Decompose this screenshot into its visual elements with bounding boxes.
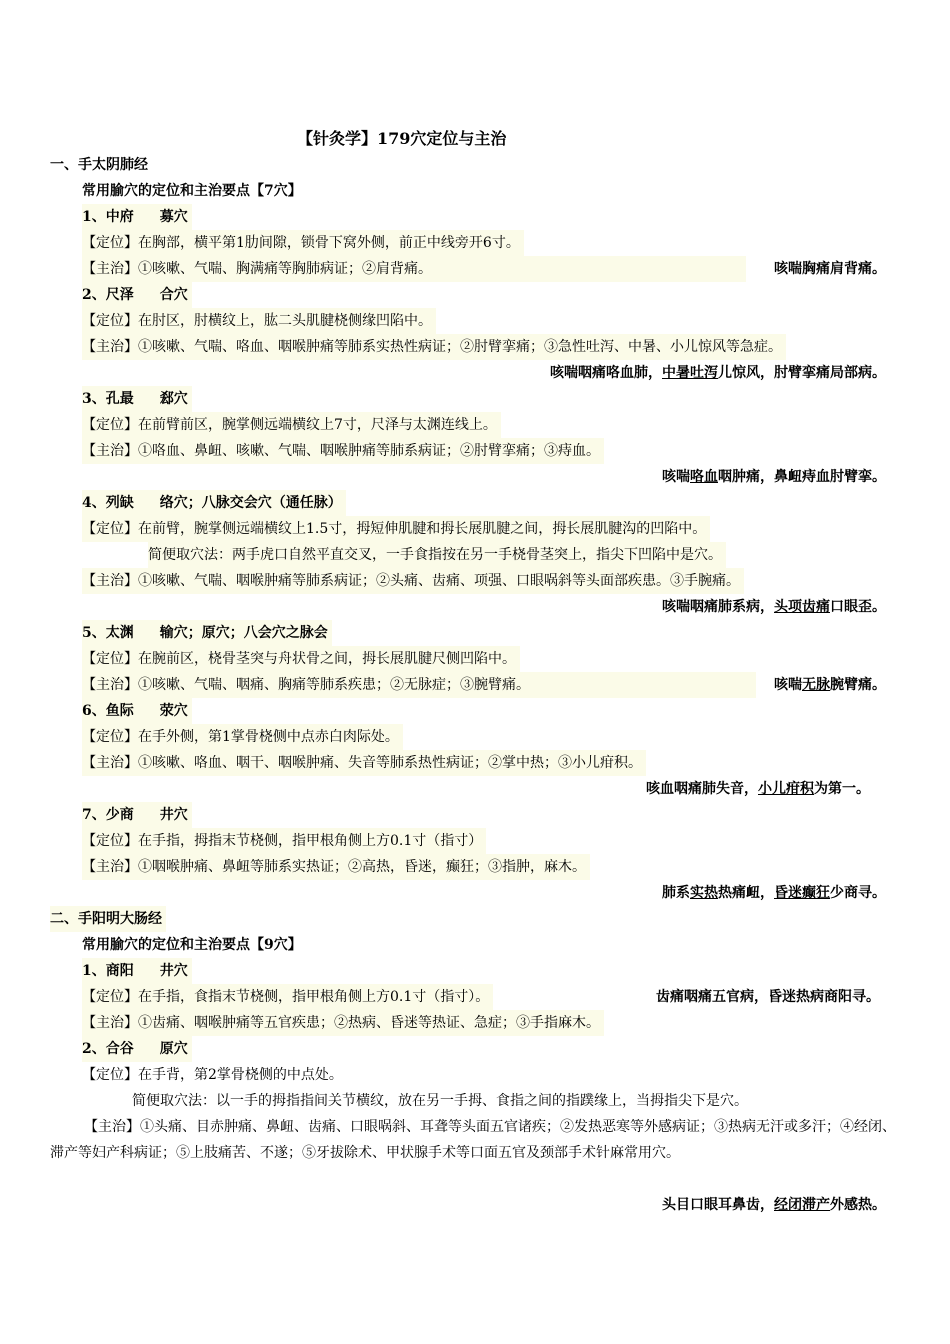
location-line bbox=[0, 1062, 950, 1088]
point-header bbox=[0, 802, 950, 828]
point-name: 2、尺泽 bbox=[82, 287, 134, 303]
indication-paragraph: 【主治】①头痛、目赤肿痛、鼻衄、齿痛、口眼㖞斜、耳聋等头面五官诸疾；②发热恶寒等外感病证；③热病无汗或多汗；④经闭、滞产等妇产科病证；⑤上肢痛苦、不遂；⑤牙拔除术、甲状腺手术等口面五官及颈部手术针麻常用穴。 bbox=[50, 1119, 896, 1161]
rhyme-text: 咳喘胸痛肩背痛。 bbox=[774, 261, 886, 277]
indication-line bbox=[0, 256, 950, 282]
li-heading-line bbox=[0, 906, 950, 932]
indication-text: 【主治】①咽喉肿痛、鼻衄等肺系实热证；②高热，昏迷，癫狂；③指肿，麻木。 bbox=[82, 854, 590, 880]
point-header bbox=[0, 620, 950, 646]
simple-method-line bbox=[0, 542, 950, 568]
simple-method-line bbox=[0, 1088, 950, 1114]
point-type: 井穴 bbox=[159, 963, 188, 979]
location-line bbox=[0, 646, 950, 672]
li-subheading: 常用腧穴的定位和主治要点【9穴】 bbox=[82, 937, 302, 953]
point-header bbox=[0, 1036, 950, 1062]
indication-line bbox=[0, 1010, 950, 1036]
point-name: 2、合谷 bbox=[82, 1041, 134, 1057]
rhyme-line bbox=[0, 1192, 950, 1218]
location-line bbox=[0, 230, 950, 256]
point-header bbox=[0, 204, 950, 230]
indication-text: 【主治】①咳嗽、气喘、咽痛、胸痛等肺系疾患；②无脉症；③腕臂痛。 bbox=[82, 672, 756, 698]
location-text: 【定位】在手指，食指末节桡侧，指甲根角侧上方0.1寸（指寸）。 bbox=[82, 984, 493, 1010]
point-type: 输穴；原穴；八会穴之脉会 bbox=[159, 625, 328, 641]
rhyme-line bbox=[0, 464, 950, 490]
point-name: 1、中府 bbox=[82, 209, 134, 225]
rhyme-text: 咳喘咽痛肺系病，头项齿痛口眼歪。 bbox=[662, 599, 886, 615]
location-text: 【定位】在腕前区，桡骨茎突与舟状骨之间，拇长展肌腱尺侧凹陷中。 bbox=[82, 646, 520, 672]
location-line bbox=[0, 984, 950, 1010]
indication-text: 【主治】①齿痛、咽喉肿痛等五官疾患；②热病、昏迷等热证、急症；③手指麻木。 bbox=[82, 1010, 604, 1036]
point-type: 井穴 bbox=[159, 807, 188, 823]
location-line bbox=[0, 516, 950, 542]
point-header bbox=[0, 698, 950, 724]
point-name: 1、商阳 bbox=[82, 963, 134, 979]
location-line bbox=[0, 724, 950, 750]
lung-subheading: 常用腧穴的定位和主治要点【7穴】 bbox=[82, 183, 302, 199]
indication-text: 【主治】①咯血、鼻衄、咳嗽、气喘、咽喉肿痛等肺系病证；②肘臂挛痛；③痔血。 bbox=[82, 438, 604, 464]
location-text: 【定位】在手外侧，第1掌骨桡侧中点赤白肉际处。 bbox=[82, 724, 403, 750]
indication-text: 【主治】①咳嗽、气喘、咯血、咽喉肿痛等肺系实热性病证；②肘臂挛痛；③急性吐泻、中暑、小儿惊风等急症。 bbox=[82, 334, 786, 360]
location-text: 【定位】在前臂前区，腕掌侧远端横纹上7寸，尺泽与太渊连线上。 bbox=[82, 412, 501, 438]
point-header bbox=[0, 490, 950, 516]
location-text: 【定位】在手背，第2掌骨桡侧的中点处。 bbox=[82, 1067, 343, 1083]
point-type: 络穴；八脉交会穴（通任脉） bbox=[159, 495, 342, 511]
title-line bbox=[0, 126, 950, 152]
rhyme-line bbox=[0, 880, 950, 906]
lung-heading-line bbox=[0, 152, 950, 178]
point-name: 6、鱼际 bbox=[82, 703, 134, 719]
rhyme-line bbox=[0, 776, 950, 802]
rhyme-text: 咳喘无脉腕臂痛。 bbox=[774, 677, 886, 693]
location-line bbox=[0, 412, 950, 438]
indication-line bbox=[0, 672, 950, 698]
lung-subheading-line bbox=[0, 178, 950, 204]
indication-line bbox=[0, 750, 950, 776]
point-type: 合穴 bbox=[159, 287, 188, 303]
rhyme-text: 齿痛咽痛五官病，昏迷热病商阳寻。 bbox=[656, 989, 880, 1005]
location-line bbox=[0, 828, 950, 854]
point-type: 原穴 bbox=[159, 1041, 188, 1057]
point-name: 7、少商 bbox=[82, 807, 134, 823]
rhyme-text: 咳喘咽痛咯血肺，中暑吐泻儿惊风，肘臂挛痛局部病。 bbox=[550, 365, 886, 381]
location-text: 【定位】在前臂，腕掌侧远端横纹上1.5寸，拇短伸肌腱和拇长展肌腱之间，拇长展肌腱沟的凹陷中。 bbox=[82, 516, 710, 542]
rhyme-line bbox=[0, 594, 950, 620]
li-subheading-line bbox=[0, 932, 950, 958]
location-text: 【定位】在胸部，横平第1肋间隙，锁骨下窝外侧，前正中线旁开6寸。 bbox=[82, 230, 524, 256]
rhyme-text: 肺系实热热痛衄，昏迷癫狂少商寻。 bbox=[662, 885, 886, 901]
point-type: 郄穴 bbox=[159, 391, 188, 407]
location-text: 【定位】在肘区，肘横纹上，肱二头肌腱桡侧缘凹陷中。 bbox=[82, 308, 436, 334]
point-name: 5、太渊 bbox=[82, 625, 134, 641]
indication-text: 【主治】①咳嗽、气喘、胸满痛等胸肺病证；②肩背痛。 bbox=[82, 256, 746, 282]
indication-line bbox=[0, 854, 950, 880]
location-text: 【定位】在手指，拇指末节桡侧，指甲根角侧上方0.1寸（指寸） bbox=[82, 828, 486, 854]
indication-line bbox=[0, 438, 950, 464]
point-name: 4、列缺 bbox=[82, 495, 134, 511]
simple-method-text: 简便取穴法：两手虎口自然平直交叉，一手食指按在另一手桡骨茎突上，指尖下凹陷中是穴。 bbox=[148, 542, 726, 568]
point-header bbox=[0, 282, 950, 308]
simple-method-text: 简便取穴法：以一手的拇指指间关节横纹，放在另一手拇、食指之间的指蹼缘上，当拇指尖下是穴。 bbox=[132, 1093, 748, 1109]
indication-text: 【主治】①咳嗽、气喘、咽喉肿痛等肺系病证；②头痛、齿痛、项强、口眼㖞斜等头面部疾患。③手腕痛。 bbox=[82, 568, 744, 594]
indication-line bbox=[0, 334, 950, 360]
page-title: 【针灸学】179穴定位与主治 bbox=[297, 129, 507, 148]
point-name: 3、孔最 bbox=[82, 391, 134, 407]
rhyme-text: 头目口眼耳鼻齿，经闭滞产外感热。 bbox=[662, 1197, 886, 1213]
indication-text: 【主治】①咳嗽、咯血、咽干、咽喉肿痛、失音等肺系热性病证；②掌中热；③小儿疳积。 bbox=[82, 750, 646, 776]
indication-line bbox=[0, 568, 950, 594]
point-type: 募穴 bbox=[159, 209, 188, 225]
point-header bbox=[0, 958, 950, 984]
location-line bbox=[0, 308, 950, 334]
point-header bbox=[0, 386, 950, 412]
rhyme-text: 咳血咽痛肺失音，小儿疳积为第一。 bbox=[646, 781, 870, 797]
rhyme-line bbox=[0, 360, 950, 386]
rhyme-text: 咳喘咯血咽肿痛，鼻衄痔血肘臂挛。 bbox=[662, 469, 886, 485]
li-heading: 二、手阳明大肠经 bbox=[50, 906, 166, 932]
lung-heading: 一、手太阴肺经 bbox=[50, 157, 148, 173]
point-type: 荥穴 bbox=[159, 703, 188, 719]
